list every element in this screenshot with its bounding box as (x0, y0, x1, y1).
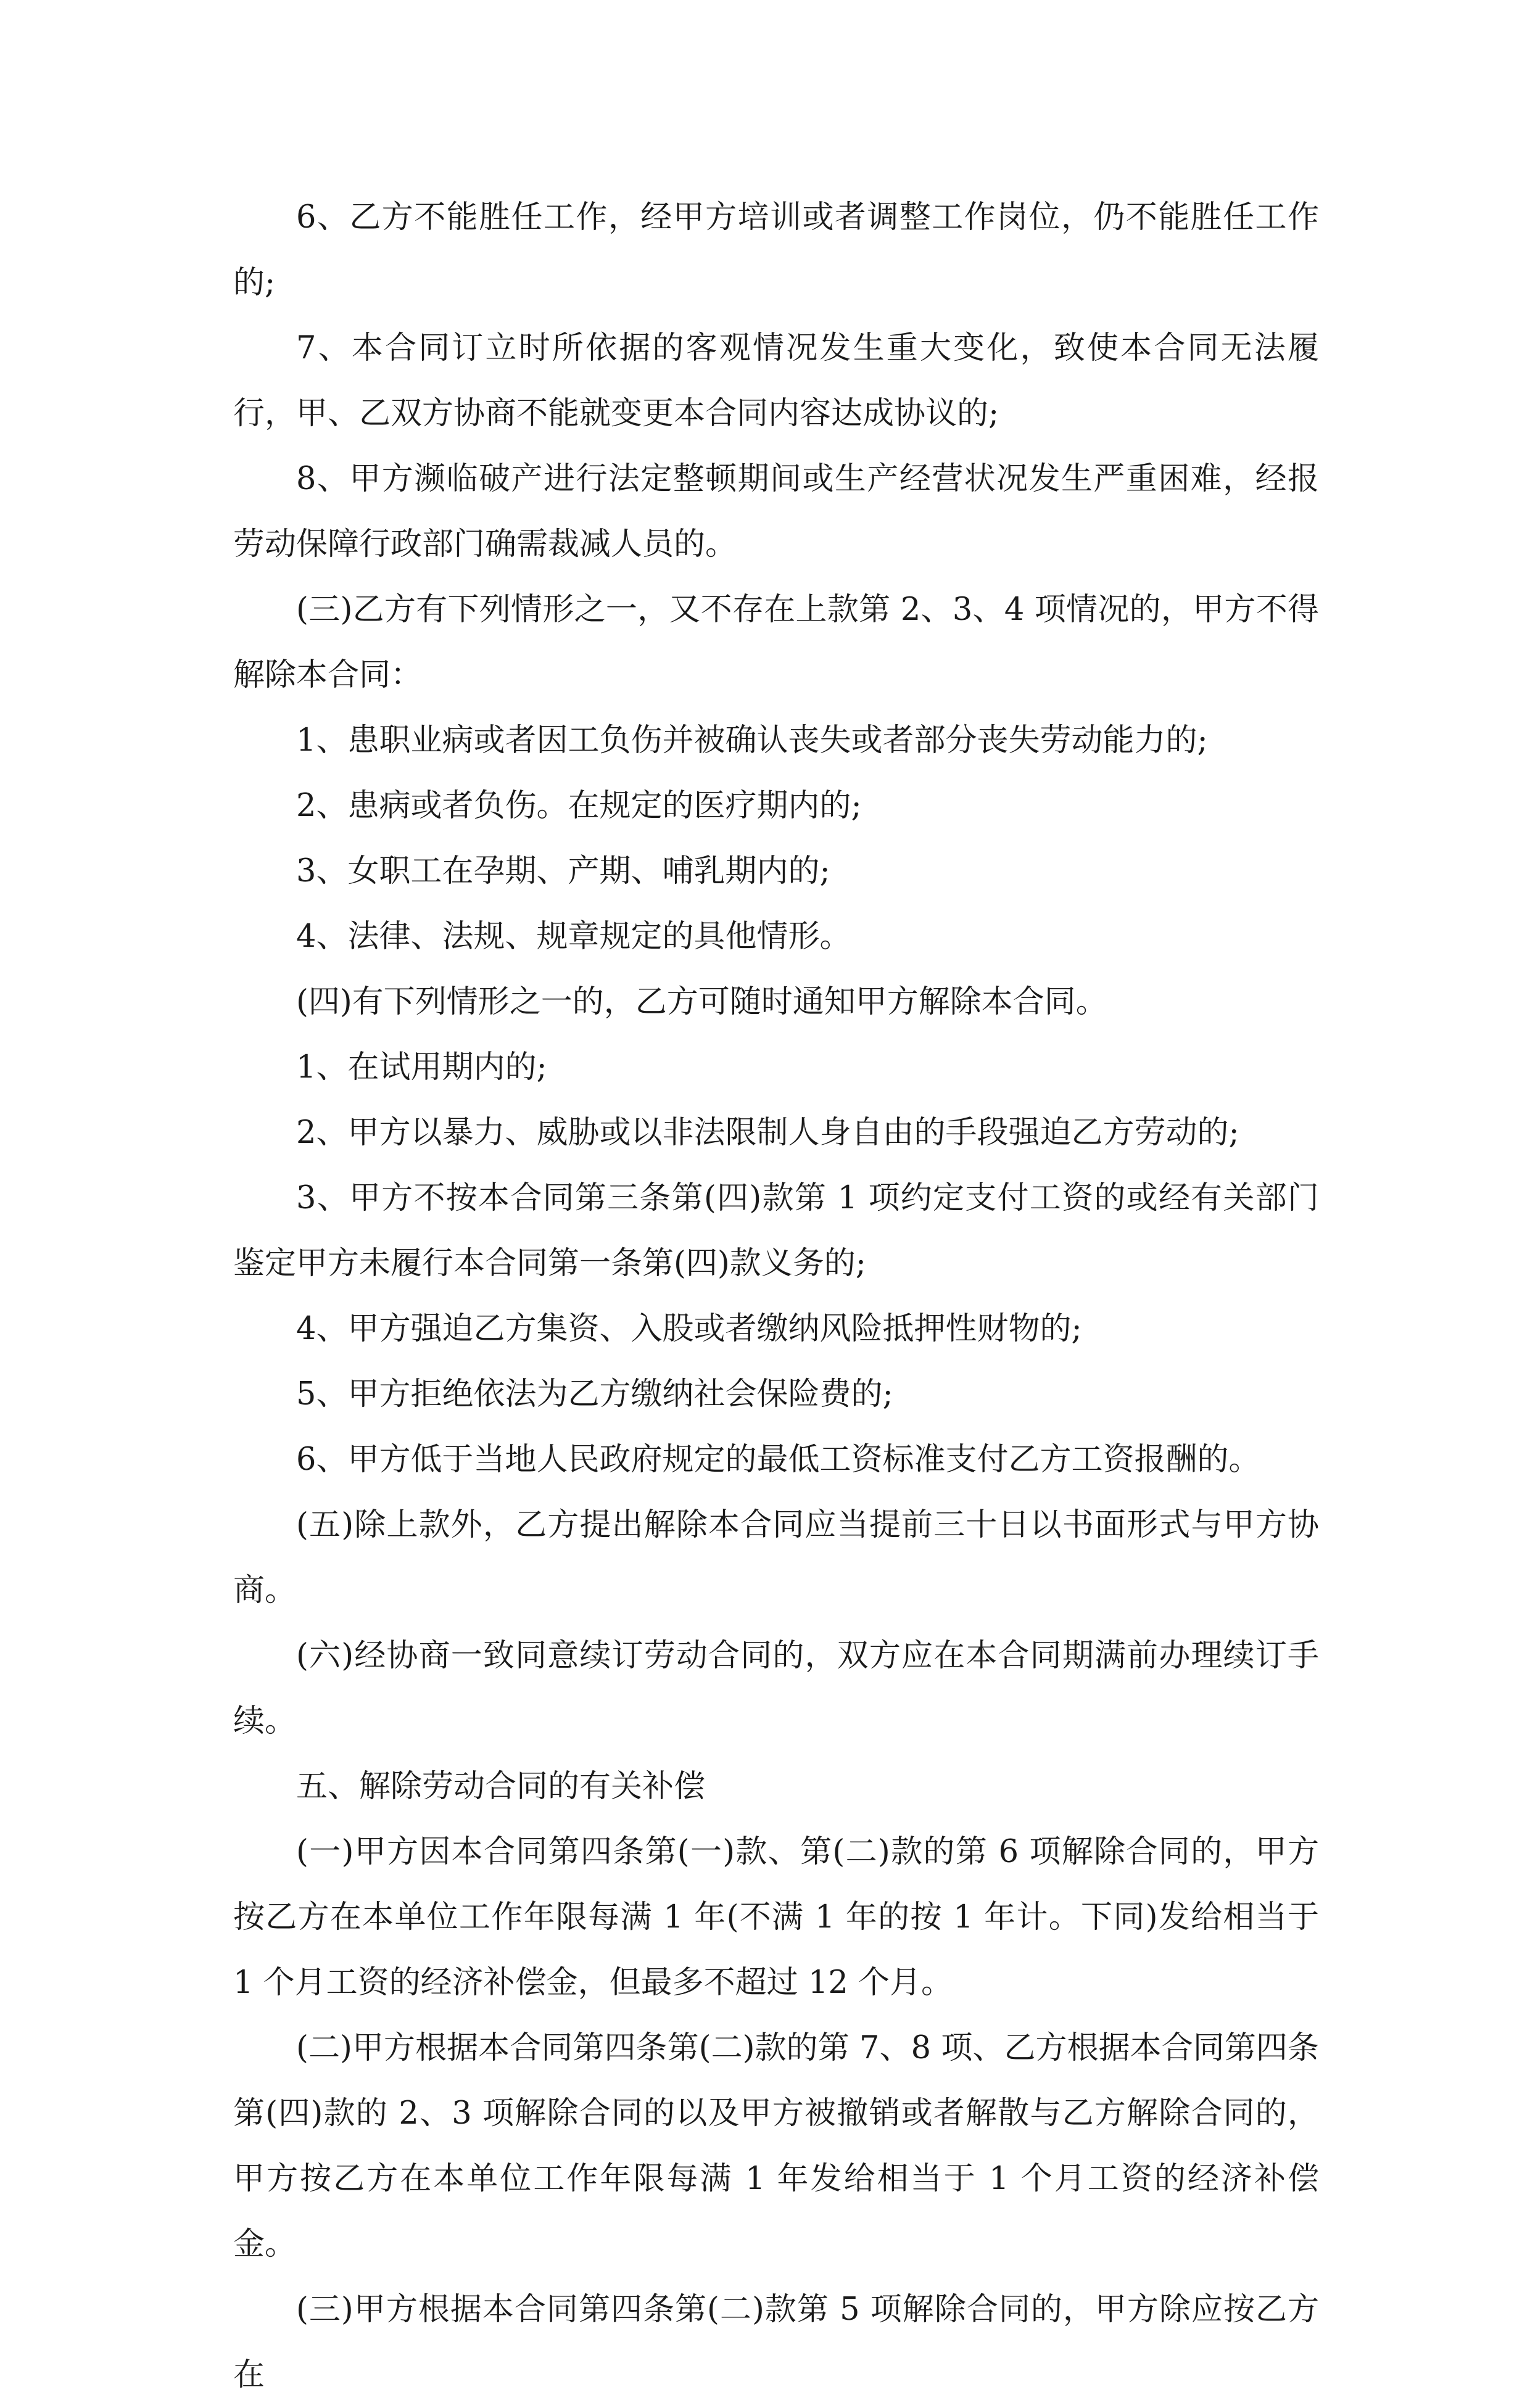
paragraph: (六)经协商一致同意续订劳动合同的，双方应在本合同期满前办理续订手续。 (233, 1638, 1319, 1739)
paragraph: 6、甲方低于当地人民政府规定的最低工资标准支付乙方工资报酬的。 (296, 1441, 1260, 1478)
paragraph: 3、女职工在孕期、产期、哺乳期内的; (296, 853, 830, 889)
document-body (233, 185, 1319, 2408)
paragraph: (二)甲方根据本合同第四条第(二)款的第 7、8 项、乙方根据本合同第四条第(四)款的 2、3 项解除合同的以及甲方被撤销或者解散与乙方解除合同的，甲方按乙方在本单位工作年限每满 1 年发给相当于 1 个月工资的经济补偿金。 (233, 2030, 1319, 2262)
paragraph: 7、本合同订立时所依据的客观情况发生重大变化，致使本合同无法履行，甲、乙双方协商不能就变更本合同内容达成协议的; (233, 330, 1319, 432)
paragraph: 1、患职业病或者因工负伤并被确认丧失或者部分丧失劳动能力的; (296, 722, 1208, 759)
paragraph: 6、乙方不能胜任工作，经甲方培训或者调整工作岗位，仍不能胜任工作的; (233, 199, 1319, 301)
paragraph: (四)有下列情形之一的，乙方可随时通知甲方解除本合同。 (296, 984, 1107, 1020)
paragraph: 4、法律、法规、规章规定的具他情形。 (296, 918, 851, 955)
paragraph: (三)乙方有下列情形之一，又不存在上款第 2、3、4 项情况的，甲方不得解除本合同： (233, 592, 1319, 693)
paragraph: 4、甲方强迫乙方集资、入股或者缴纳风险抵押性财物的; (296, 1311, 1082, 1347)
paragraph: (一)甲方因本合同第四条第(一)款、第(二)款的第 6 项解除合同的，甲方按乙方在本单位工作年限每满 1 年(不满 1 年的按 1 年计。下同)发给相当于 1 个月工资的经济补偿金，但最多不超过 12 个月。 (233, 1834, 1319, 2001)
paragraph: (三)甲方根据本合同第四条第(二)款第 5 项解除合同的，甲方除应按乙方在 (233, 2291, 1319, 2393)
paragraph: (五)除上款外，乙方提出解除本合同应当提前三十日以书面形式与甲方协商。 (233, 1507, 1319, 1609)
paragraph: 5、甲方拒绝依法为乙方缴纳社会保险费的; (296, 1376, 893, 1412)
paragraph: 3、甲方不按本合同第三条第(四)款第 1 项约定支付工资的或经有关部门鉴定甲方未履行本合同第一条第(四)款义务的; (233, 1180, 1319, 1282)
section-heading: 五、解除劳动合同的有关补偿 (296, 1768, 706, 1805)
paragraph: 1、在试用期内的; (296, 1049, 547, 1086)
paragraph: 8、甲方濒临破产进行法定整顿期间或生产经营状况发生严重困难，经报劳动保障行政部门确需裁减人员的。 (233, 461, 1319, 563)
paragraph: 2、患病或者负伤。在规定的医疗期内的; (296, 788, 862, 824)
paragraph: 2、甲方以暴力、威胁或以非法限制人身自由的手段强迫乙方劳动的; (296, 1115, 1239, 1151)
